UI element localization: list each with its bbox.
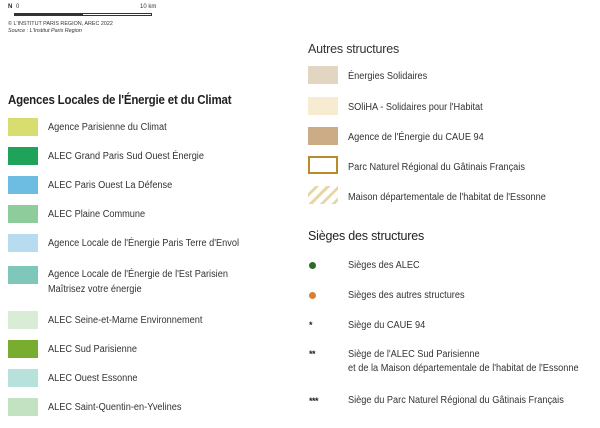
legend-symbol-caue94-asterisk: * [309, 320, 313, 330]
legend-swatch-caue94 [308, 127, 338, 145]
legend-swatch-energies-solidaires [308, 66, 338, 84]
copyright-text: © L'INSTITUT PARIS REGION, AREC 2022 [8, 21, 113, 27]
legend-label-est-parisien-sub: Maîtrisez votre énergie [48, 284, 142, 295]
legend-label-maison-habitat: Maison départementale de l'habitat de l'Essonne [348, 192, 546, 203]
alec-section-title: Agences Locales de l'Énergie et du Climat [8, 93, 232, 107]
legend-label-seine-et-marne: ALEC Seine-et-Marne Environnement [48, 315, 203, 326]
legend-swatch-plaine-commune [8, 205, 38, 223]
legend-swatch-gpso [8, 147, 38, 165]
legend-label-siege-caue94: Siège du CAUE 94 [348, 320, 426, 331]
legend-swatch-paris-ouest [8, 176, 38, 194]
legend-label-ouest-essonne: ALEC Ouest Essonne [48, 373, 138, 384]
legend-label-sieges-autres: Sièges des autres structures [348, 290, 465, 301]
legend-label-pnr-gatinais: Parc Naturel Régional du Gâtinais Français [348, 162, 525, 173]
legend-swatch-pnr-gatinais [308, 156, 338, 174]
scale-bar-group [8, 4, 158, 18]
legend-swatch-agence-parisienne [8, 118, 38, 136]
legend-symbol-sieges-alec-dot [309, 262, 316, 269]
legend-label-soliha: SOliHA - Solidaires pour l'Habitat [348, 102, 483, 113]
legend-swatch-est-parisien [8, 266, 38, 284]
legend-swatch-sqy [8, 398, 38, 416]
legend-label-plaine-commune: ALEC Plaine Commune [48, 209, 146, 220]
legend-swatch-maison-habitat [308, 186, 338, 204]
legend-label-siege-alec-sud: Siège de l'ALEC Sud Parisienne [348, 349, 480, 360]
legend-label-energies-solidaires: Énergies Solidaires [348, 71, 428, 82]
legend-label-siege-pnr: Siège du Parc Naturel Régional du Gâtinais Français [348, 395, 564, 406]
legend-swatch-seine-et-marne [8, 311, 38, 329]
source-text: Source : L'Institut Paris Region [8, 28, 82, 34]
legend-symbol-sieges-autres-dot [309, 292, 316, 299]
legend-label-sieges-alec: Sièges des ALEC [348, 260, 420, 271]
scale-end-label: 10 km [140, 4, 157, 10]
legend-label-gpso: ALEC Grand Paris Sud Ouest Énergie [48, 151, 204, 162]
legend-label-agence-parisienne: Agence Parisienne du Climat [48, 122, 167, 133]
legend-swatch-ouest-essonne [8, 369, 38, 387]
legend-label-caue94: Agence de l'Énergie du CAUE 94 [348, 132, 484, 143]
legend-label-siege-alec-sud-line2: et de la Maison départementale de l'habitat de l'Essonne [348, 363, 579, 374]
sieges-section-title: Sièges des structures [308, 229, 424, 243]
legend-label-est-parisien: Agence Locale de l'Énergie de l'Est Parisien [48, 269, 228, 280]
legend-label-paris-ouest: ALEC Paris Ouest La Défense [48, 180, 173, 191]
scale-bar [14, 13, 152, 16]
legend-symbol-alec-sud-asterisk: ** [309, 349, 316, 359]
credit-block [8, 21, 113, 35]
legend-label-sud-parisienne: ALEC Sud Parisienne [48, 344, 137, 355]
legend-symbol-pnr-asterisk: *** [309, 396, 319, 406]
legend-label-terre-envol: Agence Locale de l'Énergie Paris Terre d'Envol [48, 238, 240, 249]
legend-label-sqy: ALEC Saint-Quentin-en-Yvelines [48, 402, 182, 413]
scale-start-label: 0 [16, 4, 20, 10]
north-arrow: N [8, 4, 13, 10]
autres-section-title: Autres structures [308, 42, 400, 56]
legend-swatch-sud-parisienne [8, 340, 38, 358]
legend-swatch-soliha [308, 97, 338, 115]
legend-swatch-terre-envol [8, 234, 38, 252]
